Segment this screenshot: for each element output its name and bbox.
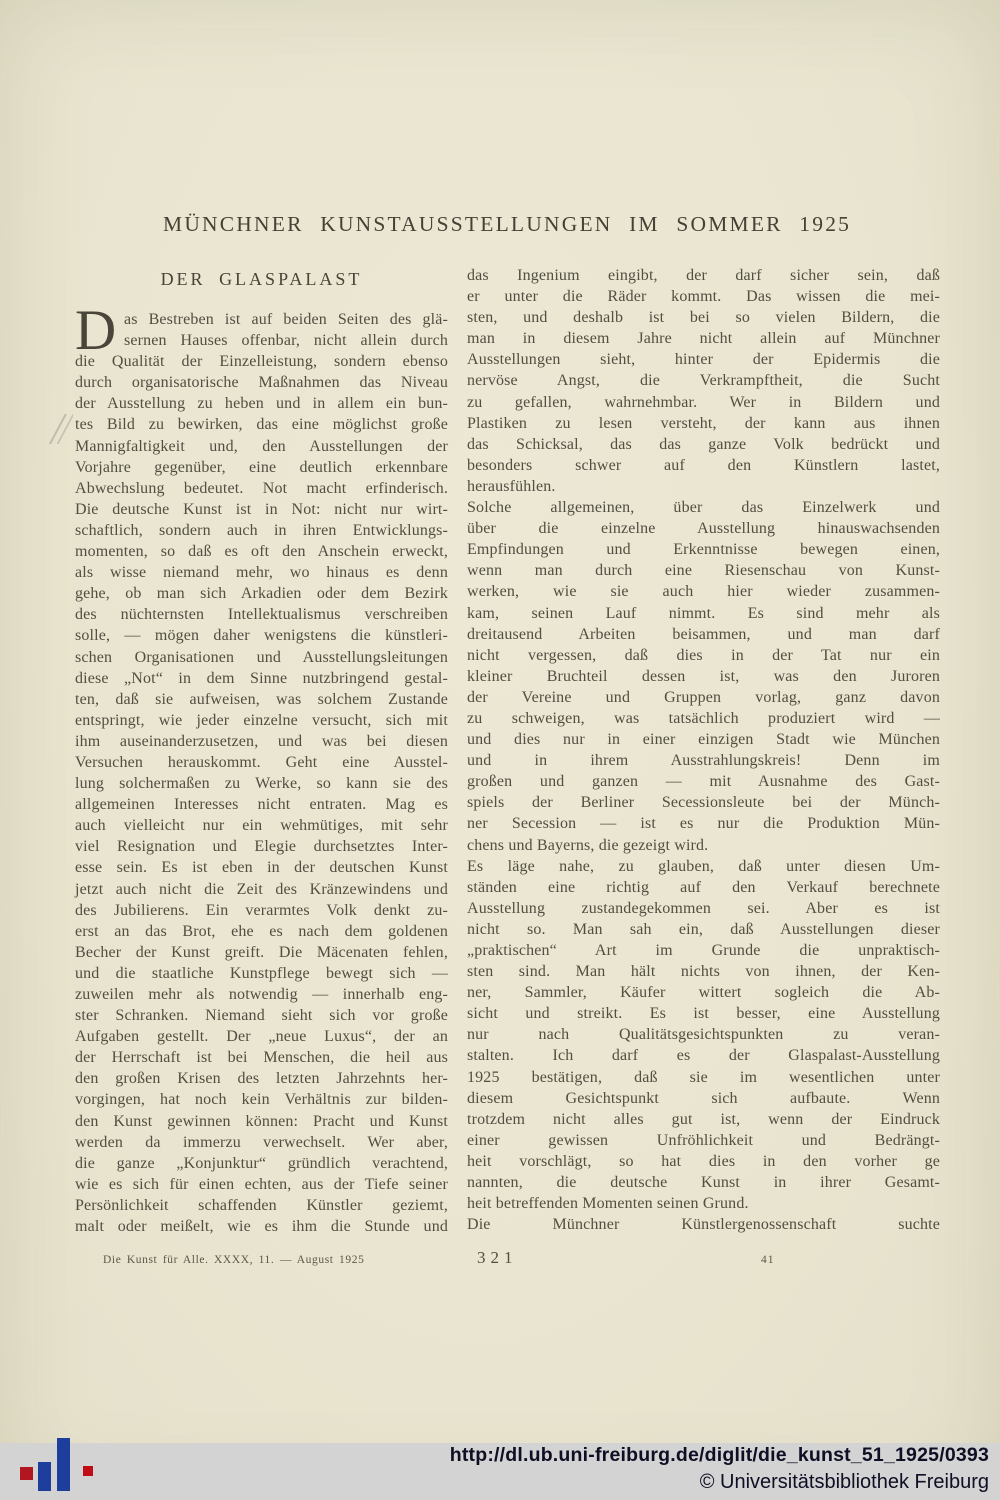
source-url: http://dl.ub.uni-freiburg.de/diglit/die_kunst_51_1925/0393	[449, 1444, 989, 1466]
text-line: nervöse Angst, die Verkrampftheit, die Sucht	[467, 372, 940, 390]
text-line: tes Bild zu bewirken, das eine möglichst große	[75, 416, 448, 434]
text-line: lung solchermaßen zu Werke, so kann sie des	[75, 775, 448, 793]
pencil-mark	[45, 414, 73, 444]
text-line: viel Resignation und Elegie durchsetztes Inter-	[75, 838, 448, 856]
text-line: des nüchternsten Intellektualismus verschreiben	[75, 606, 448, 624]
page-number: 321	[477, 1248, 518, 1267]
text-line: die Qualität der Einzelleistung, sondern ebenso	[75, 353, 448, 371]
text-line: zu gefallen, wahrnehmbar. Wer in Bildern und	[467, 393, 940, 411]
text-line: die ganze „Konjunktur“ gründlich verachtend,	[75, 1154, 448, 1172]
text-line: wenn man durch eine Riesenschau von Kunst-	[467, 562, 940, 580]
text-line: kleiner Bruchteil dessen ist, was den Juroren	[467, 667, 940, 685]
copyright-notice: © Universitätsbibliothek Freiburg	[699, 1471, 989, 1493]
text-line: entspringt, wie jeder einzelne versucht, sich mit	[75, 711, 448, 729]
text-line: einer gewissen Unfröhlichkeit und Bedrängt-	[467, 1131, 940, 1149]
text-line: Becher der Kunst greift. Die Mäcenaten fehlen,	[75, 943, 448, 961]
text-line: Plastiken zu lesen versteht, der kann aus ihnen	[467, 414, 940, 432]
text-line: das Schicksal, das das ganze Volk bedrückt und	[467, 435, 940, 453]
text-line: Persönlichkeit schaffenden Künstler geziemt,	[75, 1196, 448, 1214]
text-line: sicht und streikt. Es ist besser, eine Ausstellung	[467, 1005, 940, 1023]
text-line: ten, daß sie aufweisen, was solchem Zustande	[75, 690, 448, 708]
text-line: nur nach Qualitätsgesichtspunkten zu veran-	[467, 1026, 940, 1044]
text-line: 1925 bestätigen, daß sie im wesentlichen unter	[467, 1068, 940, 1086]
text-line: durch organisatorische Maßnahmen das Niveau	[75, 374, 448, 392]
text-line: momenten, so daß es oft den Anschein erweckt,	[75, 543, 448, 561]
text-line: stalten. Ich darf es der Glaspalast-Ausstellung	[467, 1047, 940, 1065]
text-line: er unter die Räder kommt. Das wissen die mei-	[467, 288, 940, 306]
text-line: zuweilen mehr als notwendig — innerhalb eng-	[75, 986, 448, 1003]
text-line: das Ingenium eingibt, der darf sicher sein, daß	[467, 267, 940, 284]
logo-blue-bar-tall-icon	[57, 1438, 70, 1491]
text-line: dreitausend Arbeiten beisammen, und man darf	[467, 625, 940, 643]
text-line: wie es sich für einen echten, aus der Tiefe seiner	[75, 1175, 448, 1193]
text-line: den Kunst gewinnen können: Pracht und Kunst	[75, 1112, 448, 1130]
text-line: esse sein. Es ist eben in der deutschen Kunst	[75, 859, 448, 877]
text-line: der Herrschaft ist bei Menschen, die heil aus	[75, 1049, 448, 1067]
text-line: Es läge nahe, zu glauben, daß unter diesen Um-	[467, 857, 940, 875]
text-line: diese „Not“ in dem Sinne nutzbringend gestal-	[75, 669, 448, 687]
section-heading: DER GLASPALAST	[160, 269, 363, 289]
text-line: nannten, die deutsche Kunst in ihrer Gesamt-	[467, 1174, 940, 1192]
text-line: kam, seinen Lauf nimmt. Es sind mehr als	[467, 604, 940, 622]
text-line: erst an das Brot, ehe es nach dem goldenen	[75, 922, 448, 940]
text-line: solle, — mögen daher wenigstens die künstleri-	[75, 627, 448, 645]
sheet-signature-number: 41	[761, 1254, 775, 1266]
text-line: Solche allgemeinen, über das Einzelwerk und	[467, 499, 940, 517]
text-line: Die Münchner Künstlergenossenschaft suchte	[467, 1216, 940, 1234]
text-line: der Ausstellung zu heben und in allem ein bun-	[75, 395, 448, 413]
text-line: nicht so. Man sah ein, daß Ausstellungen dieser	[467, 920, 940, 938]
text-line: werken, wie sie auch hier wieder zusammen-	[467, 583, 940, 601]
text-line: Ausstellungen sieht, hinter der Epidermis die	[467, 351, 940, 369]
text-line: als wisse niemand mehr, wo hinaus es denn	[75, 564, 448, 582]
text-line: besonders schwer auf den Künstlern lastet,	[467, 456, 940, 474]
text-line: großen und ganzen — mit Ausnahme des Gast-	[467, 773, 940, 791]
text-line: Mannigfaltigkeit und, den Ausstellungen der	[75, 437, 448, 455]
text-line: der Vereine und Gruppen vorlag, ganz davon	[467, 688, 940, 706]
text-line: allgemeinen Interesses nicht entraten. Mag es	[75, 796, 448, 814]
journal-imprint: Die Kunst für Alle. XXXX, 11. — August 1925	[103, 1254, 365, 1266]
text-line: sten sind. Man hält nichts von ihnen, der Ken-	[467, 963, 940, 981]
text-line: spiels der Berliner Secessionsleute bei der Münch-	[467, 794, 940, 812]
text-line: ner, Sammler, Käufer wittert sogleich die Ab-	[467, 984, 940, 1002]
text-line: vorgingen, hat noch kein Verhältnis zur bilden-	[75, 1091, 448, 1109]
logo-red-square-left-icon	[20, 1467, 33, 1480]
text-line: heit betreffenden Momenten seinen Grund.	[467, 1195, 749, 1213]
text-line: ster Schranken. Niemand sieht sich vor große	[75, 1007, 448, 1025]
drop-cap: D	[75, 299, 117, 362]
text-line: und die staatliche Kunstpflege bewegt sich —	[75, 964, 448, 982]
text-line: Abwechslung bedeutet. Not macht erfinderisch.	[75, 479, 448, 497]
text-line: schaftlich, sondern auch in ihren Entwicklungs-	[75, 521, 448, 539]
text-line: und in ihrem Ausstrahlungskreis! Denn im	[467, 752, 940, 770]
text-line: trotzdem nicht alles gut ist, wenn der Eindruck	[467, 1110, 940, 1128]
text-line: sten, und deshalb ist bei so vielen Bildern, die	[467, 309, 940, 327]
text-line: herausfühlen.	[467, 477, 556, 495]
text-line: werden da immerzu verwechselt. Wer aber,	[75, 1133, 448, 1151]
right-text-column	[467, 265, 940, 1235]
text-line: des Jubilierens. Ein verarmtes Volk denkt zu-	[75, 901, 448, 919]
text-line: ihm auseinanderzusetzen, und was bei diesen	[75, 732, 448, 750]
left-text-column	[75, 269, 448, 1237]
text-line: chens und Bayerns, die gezeigt wird.	[467, 836, 709, 854]
text-line: Aufgaben gestellt. Der „neue Luxus“, der an	[75, 1028, 448, 1046]
text-line: Vorjahre gegenüber, eine deutlich erkennbare	[75, 458, 448, 476]
text-line: „praktischen“ Art im Grunde die unpraktisch-	[467, 942, 940, 959]
text-line: Empfindungen und Erkenntnisse bewegen einen,	[467, 541, 940, 559]
text-line: gehe, ob man sich Arkadien oder dem Bezirk	[75, 585, 448, 603]
text-line: zu schweigen, was tatsächlich produziert wird —	[467, 709, 940, 727]
text-line: as Bestreben ist auf beiden Seiten des glä-	[124, 311, 448, 328]
right-column-lines	[467, 265, 940, 1235]
text-line: und dies nur in einer einzigen Stadt wie München	[467, 731, 940, 749]
text-line: Die deutsche Kunst ist in Not: nicht nur wirt-	[75, 500, 448, 518]
left-column-lines	[75, 299, 448, 1237]
text-line: den großen Krisen des letzten Jahrzehnts her-	[75, 1070, 448, 1088]
text-line: heit vorschlägt, so hat dies in den vorher ge	[467, 1152, 940, 1170]
text-line: Versuchen herauskommt. Geht eine Ausstel-	[75, 753, 448, 771]
text-line: ner Secession — ist es nur die Produktion Mün-	[467, 815, 940, 833]
article-title: MÜNCHNER KUNSTAUSSTELLUNGEN IM SOMMER 1925	[163, 212, 852, 236]
text-line: diesem Gesichtspunkt sich aufbaute. Wenn	[467, 1089, 940, 1107]
logo-blue-bar-short-icon	[38, 1462, 51, 1491]
logo-red-square-right-icon	[83, 1466, 93, 1476]
text-line: Ausstellung zustandegekommen sei. Aber es ist	[467, 899, 940, 917]
text-line: nicht vergessen, daß dies in der Tat nur ein	[467, 646, 940, 664]
text-line: man in diesem Jahre nicht allein auf Münchner	[467, 330, 940, 348]
text-line: schen Organisationen und Ausstellungsleitungen	[75, 648, 448, 666]
text-line: auch vielleicht nur ein wehmütiges, mit sehr	[75, 817, 448, 835]
text-line: sernen Hauses offenbar, nicht allein durch	[124, 332, 448, 350]
text-line: malt oder meißelt, wie es ihm die Stunde und	[75, 1218, 448, 1236]
text-line: ständen eine richtig auf den Verkauf berechnete	[467, 878, 940, 896]
text-line: jetzt auch nicht die Zeit des Kränzewindens und	[75, 880, 448, 898]
text-line: über die einzelne Ausstellung hinauswachsenden	[467, 520, 940, 538]
